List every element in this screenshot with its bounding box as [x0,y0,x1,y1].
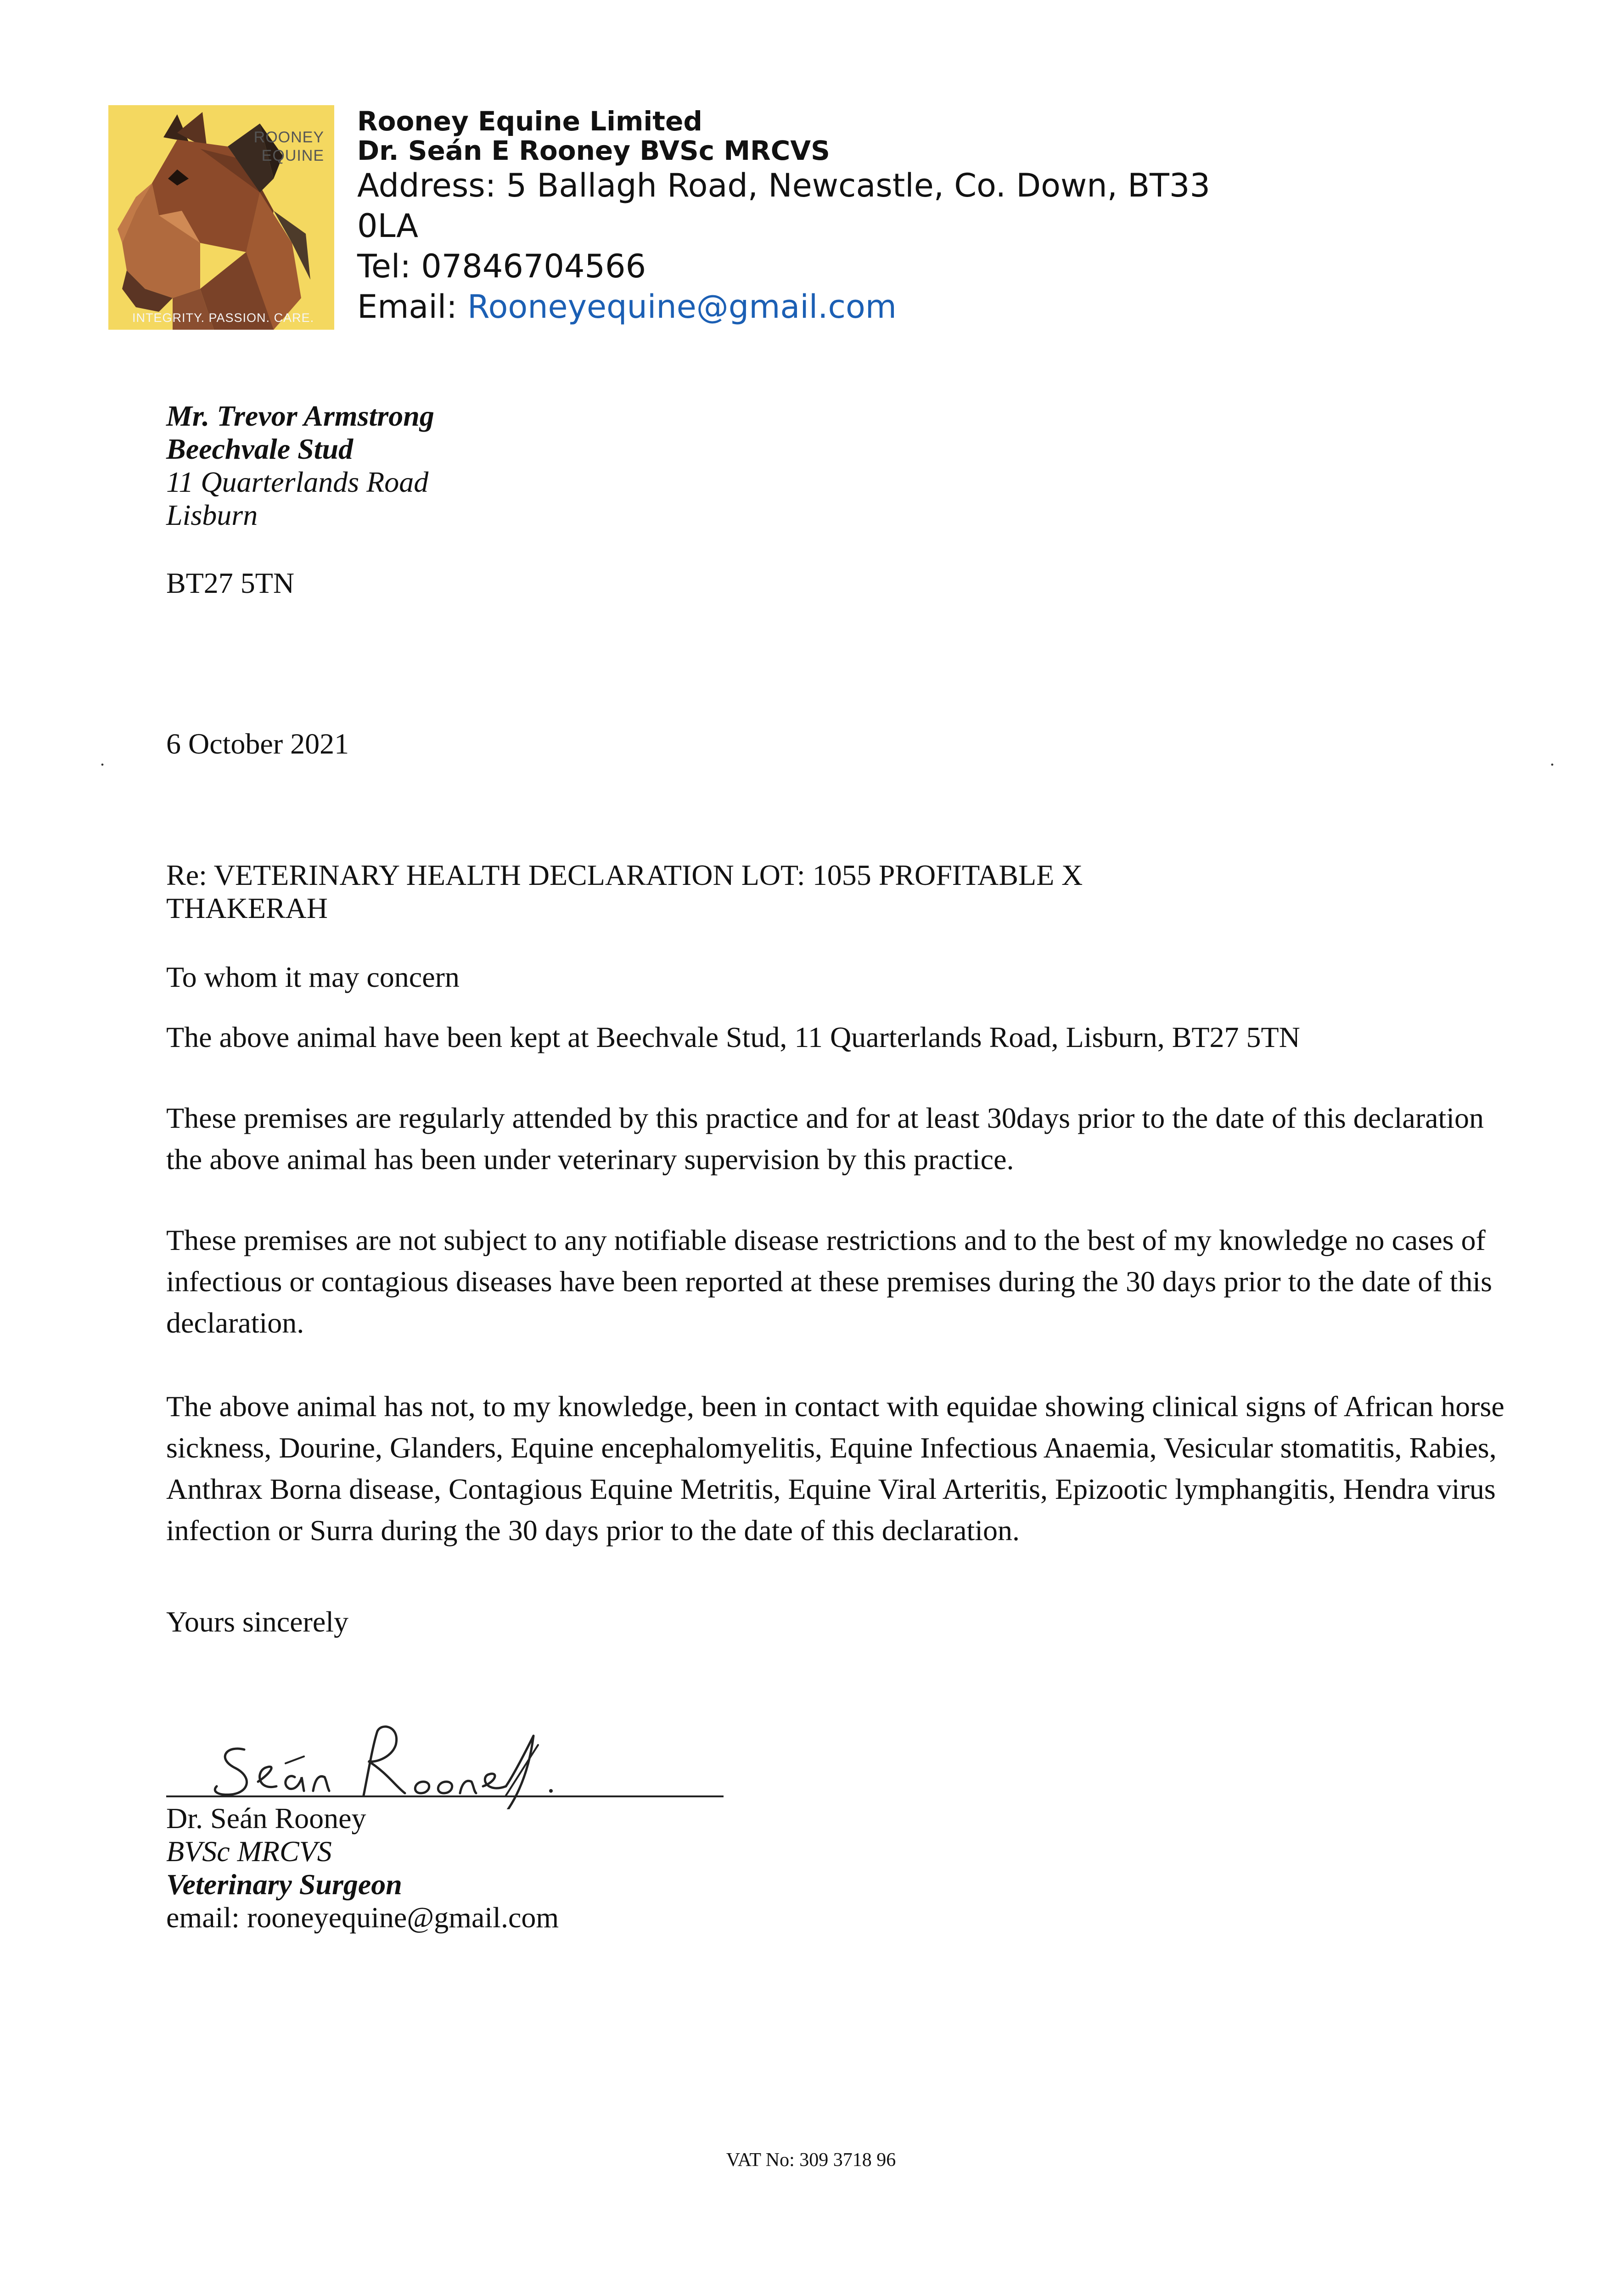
recipient-name: Mr. Trevor Armstrong [166,400,434,432]
margin-mark-left: . [100,749,105,770]
letter-date: 6 October 2021 [166,727,349,760]
paragraph-contact: The above animal has not, to my knowledge, been in contact with equidae showing clinical signs of African horse sickness, Dourine, Glanders, Equine encephalomyelitis, Equine Infectious Anaemia, Vesicular stomatitis, Rabies, Anthrax Borna disease, Contagious Equine Metritis, Equine Viral Arteritis, Epizootic lymphangitis, Hendra virus infection or Surra during the 30 days prior to the date of this declaration. [166,1390,1504,1547]
email-label: Email: [357,288,468,326]
recipient-street: 11 Quarterlands Road [166,466,429,498]
address-line2: 0LA [357,207,419,245]
vet-name: Dr. Seán E Rooney BVSc MRCVS [357,135,830,166]
signature-block [166,1802,559,1934]
closing: Yours sincerely [166,1605,349,1638]
recipient-address [166,400,434,532]
paragraph-premises: The above animal have been kept at Beechvale Stud, 11 Quarterlands Road, Lisburn, BT27 5TN [166,1021,1300,1053]
letterhead [357,107,1321,327]
logo-tagline: INTEGRITY. PASSION. CARE. [132,311,314,325]
email-row [357,287,1321,327]
signature-line [166,1795,724,1797]
company-name: Rooney Equine Limited [357,106,702,137]
signatory-title: Veterinary Surgeon [166,1868,402,1901]
recipient-town: Lisburn [166,499,258,531]
telephone: Tel: 07846704566 [357,248,646,285]
logo-text-line2: EQUINE [261,147,324,164]
recipient-organisation: Beechvale Stud [166,433,354,465]
greeting: To whom it may concern [166,961,460,993]
logo-text-line1: ROONEY [253,129,324,146]
subject-line2: THAKERAH [166,892,328,924]
margin-mark-right: . [1550,749,1555,770]
email-link[interactable]: Rooneyequine@gmail.com [467,288,897,326]
address-line1: Address: 5 Ballagh Road, Newcastle, Co. Down, BT33 [357,167,1210,204]
logo-text [254,128,324,165]
vat-number: VAT No: 309 3718 96 [726,2150,896,2171]
company-logo [108,105,334,330]
recipient-postcode: BT27 5TN [166,567,295,599]
paragraph-restrictions: These premises are not subject to any notifiable disease restrictions and to the best of my knowledge no cases of infectious or contagious diseases have been reported at these premises during the 30 days prior to the date of this declaration. [166,1224,1493,1339]
subject-line [166,859,1406,925]
paragraph-supervision: These premises are regularly attended by this practice and for at least 30days prior to the date of this declaration the above animal has been under veterinary supervision by this practice. [166,1102,1484,1176]
signatory-qualifications: BVSc MRCVS [166,1835,332,1868]
signatory-name: Dr. Seán Rooney [166,1802,366,1835]
subject-line1: Re: VETERINARY HEALTH DECLARATION LOT: 1055 PROFITABLE X [166,859,1083,891]
signatory-email: email: rooneyequine@gmail.com [166,1901,559,1934]
